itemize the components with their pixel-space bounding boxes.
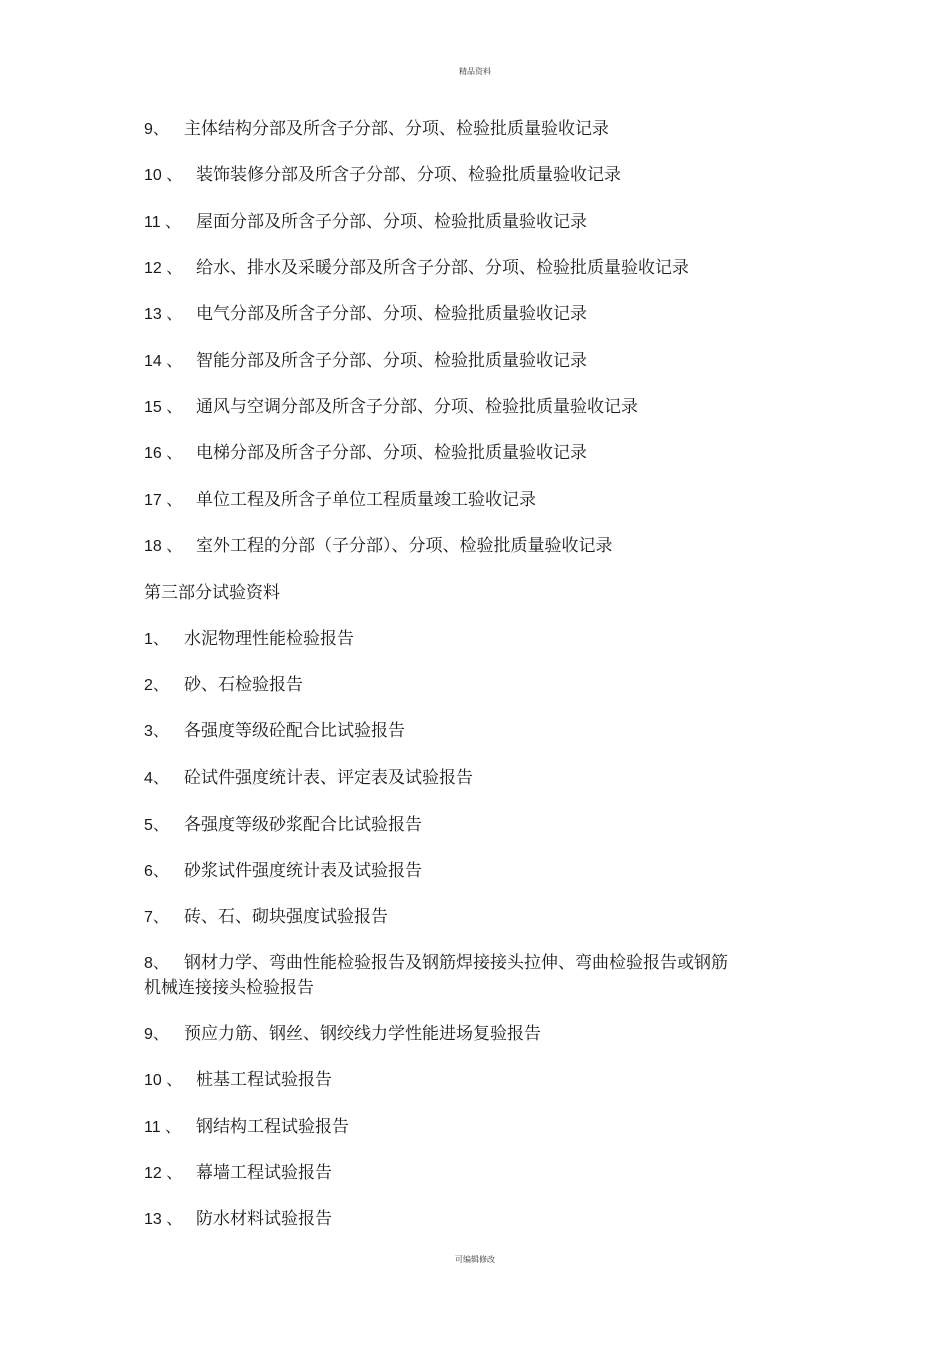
item-text: 室外工程的分部（子分部）、分项、检验批质量验收记录 xyxy=(196,536,613,556)
item-text: 桩基工程试验报告 xyxy=(196,1070,332,1090)
section-heading: 第三部分试验资料 xyxy=(144,583,280,603)
item-number: 4、 xyxy=(144,770,169,787)
item-text: 各强度等级砼配合比试验报告 xyxy=(184,721,405,741)
item-number: 13 、 xyxy=(144,1211,183,1228)
item-text: 砼试件强度统计表、评定表及试验报告 xyxy=(184,768,473,788)
item-text: 电梯分部及所含子分部、分项、检验批质量验收记录 xyxy=(196,443,587,463)
item-number: 14 、 xyxy=(144,353,183,370)
item-number: 9、 xyxy=(144,121,169,138)
item-text: 各强度等级砂浆配合比试验报告 xyxy=(184,815,422,835)
list-item xyxy=(144,626,354,653)
item-text: 通风与空调分部及所含子分部、分项、检验批质量验收记录 xyxy=(196,397,638,417)
item-number: 12 、 xyxy=(144,1165,183,1182)
list-item xyxy=(144,1067,332,1094)
item-text: 智能分部及所含子分部、分项、检验批质量验收记录 xyxy=(196,351,587,371)
list-item xyxy=(144,440,587,467)
list-item xyxy=(144,1021,541,1048)
wrapped-first-line xyxy=(144,951,774,976)
list-item xyxy=(144,162,621,189)
item-number: 10 、 xyxy=(144,167,183,184)
list-item xyxy=(144,209,587,236)
item-number: 10 、 xyxy=(144,1072,183,1089)
item-number: 8、 xyxy=(144,955,169,972)
item-number: 6、 xyxy=(144,863,169,880)
item-number: 15 、 xyxy=(144,399,183,416)
list-item xyxy=(144,812,422,839)
page-header-note: 精品资料 xyxy=(459,67,491,76)
item-number: 12 、 xyxy=(144,260,183,277)
item-number: 7、 xyxy=(144,909,169,926)
list-item xyxy=(144,858,422,885)
list-item xyxy=(144,1206,332,1233)
item-number: 18 、 xyxy=(144,538,183,555)
item-text: 砂浆试件强度统计表及试验报告 xyxy=(184,861,422,881)
item-text: 单位工程及所含子单位工程质量竣工验收记录 xyxy=(196,490,536,510)
item-number: 17 、 xyxy=(144,492,183,509)
item-text: 砖、石、砌块强度试验报告 xyxy=(184,907,388,927)
list-item-wrapped xyxy=(144,951,774,1001)
item-text: 钢材力学、弯曲性能检验报告及钢筋焊接接头拉伸、弯曲检验报告或钢筋 xyxy=(184,953,728,973)
item-number: 1、 xyxy=(144,631,169,648)
item-number: 13 、 xyxy=(144,306,183,323)
item-text: 给水、排水及采暖分部及所含子分部、分项、检验批质量验收记录 xyxy=(196,258,689,278)
item-text: 预应力筋、钢丝、钢绞线力学性能进场复验报告 xyxy=(184,1024,541,1044)
item-text: 电气分部及所含子分部、分项、检验批质量验收记录 xyxy=(196,304,587,324)
list-item xyxy=(144,672,303,699)
list-item xyxy=(144,255,689,282)
item-number: 11 、 xyxy=(144,1119,182,1136)
list-item xyxy=(144,348,587,375)
item-text: 水泥物理性能检验报告 xyxy=(184,629,354,649)
list-item xyxy=(144,904,388,931)
item-number: 11 、 xyxy=(144,214,182,231)
item-text: 屋面分部及所含子分部、分项、检验批质量验收记录 xyxy=(196,212,587,232)
wrapped-second-line: 机械连接接头检验报告 xyxy=(144,978,314,998)
item-number: 3、 xyxy=(144,723,169,740)
list-item xyxy=(144,487,536,514)
list-item xyxy=(144,394,638,421)
list-item xyxy=(144,1160,332,1187)
item-text: 装饰装修分部及所含子分部、分项、检验批质量验收记录 xyxy=(196,165,621,185)
item-number: 5、 xyxy=(144,817,169,834)
page-footer-note: 可编辑修改 xyxy=(455,1255,495,1264)
list-item xyxy=(144,1114,349,1141)
item-number: 2、 xyxy=(144,677,169,694)
item-text: 砂、石检验报告 xyxy=(184,675,303,695)
item-text: 幕墙工程试验报告 xyxy=(196,1163,332,1183)
item-text: 防水材料试验报告 xyxy=(196,1209,332,1229)
item-number: 9、 xyxy=(144,1026,169,1043)
item-text: 主体结构分部及所含子分部、分项、检验批质量验收记录 xyxy=(184,119,609,139)
list-item xyxy=(144,533,613,560)
list-item xyxy=(144,116,609,143)
list-item xyxy=(144,765,473,792)
list-item xyxy=(144,718,405,745)
item-number: 16 、 xyxy=(144,445,183,462)
item-text: 钢结构工程试验报告 xyxy=(196,1117,349,1137)
list-item xyxy=(144,301,587,328)
